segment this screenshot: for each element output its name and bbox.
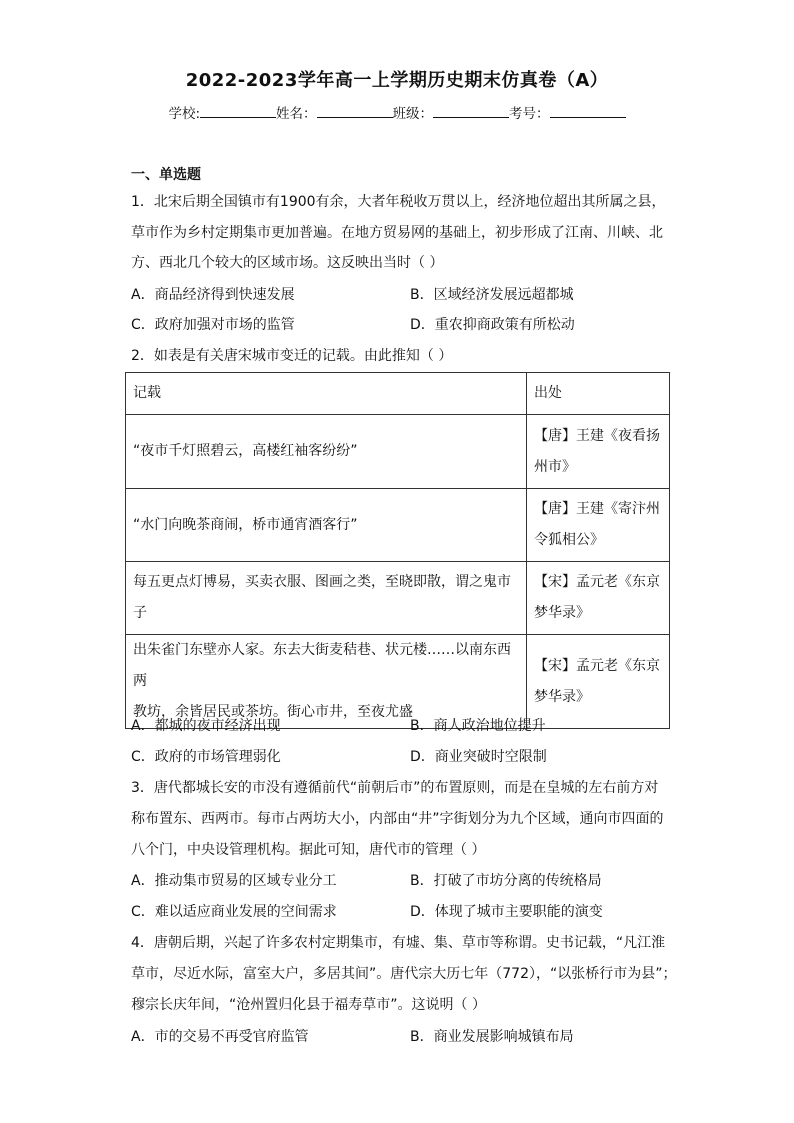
q4-option-b[interactable]: B．商业发展影响城镇布局 bbox=[410, 1029, 574, 1045]
class-blank[interactable] bbox=[433, 103, 509, 118]
table-header-row bbox=[126, 373, 670, 415]
q1-line-2: 草市作为乡村定期集市更加普遍。在地方贸易网的基础上，初步形成了江南、川峡、北 bbox=[131, 225, 663, 241]
class-label: 班级： bbox=[392, 106, 434, 122]
q1-option-a[interactable]: A．商品经济得到快速发展 bbox=[131, 287, 295, 303]
record-text: “夜市千灯照碧云，高楼红袖客纷纷” bbox=[133, 443, 358, 459]
q3-line-1: 3．唐代都城长安的市没有遵循前代“前朝后市”的布置原则，而是在皇城的左右前方对 bbox=[131, 780, 659, 796]
source-text: 州市》 bbox=[534, 458, 576, 475]
record-text: 每五更点灯博易，买卖衣服、图画之类，至晓即散，谓之鬼市子 bbox=[133, 574, 511, 621]
source-cell bbox=[527, 635, 670, 729]
student-info-line bbox=[0, 102, 794, 122]
q4-option-a[interactable]: A．市的交易不再受官府监管 bbox=[131, 1029, 309, 1045]
exam-title: 2022-2023学年高一上学期历史期末仿真卷（A） bbox=[185, 70, 609, 91]
table-row bbox=[126, 415, 670, 489]
header-record: 记载 bbox=[126, 373, 527, 415]
q1-option-c[interactable]: C．政府加强对市场的监管 bbox=[131, 317, 295, 333]
record-text: 出朱雀门东壁亦人家。东去大街麦秸巷、状元楼……以南东西两 bbox=[133, 642, 511, 689]
number-blank[interactable] bbox=[550, 103, 626, 118]
table-row bbox=[126, 635, 670, 729]
q3-option-d[interactable]: D．体现了城市主要职能的演变 bbox=[410, 904, 603, 920]
q3-line-2: 称布置东、西两市。每市占两坊大小，内部由“井”字街划分为九个区域，通向市四面的 bbox=[131, 811, 664, 827]
source-text: 梦华录》 bbox=[534, 688, 590, 705]
section-title: 一、单选题 bbox=[131, 167, 201, 183]
q3-line-3: 八个门，中央设管理机构。据此可知，唐代市的管理（ ） bbox=[131, 842, 486, 858]
source-text: 梦华录》 bbox=[534, 605, 590, 621]
school-label: 学校: bbox=[168, 106, 201, 122]
q1-option-d[interactable]: D．重农抑商政策有所松动 bbox=[410, 317, 575, 333]
q1-option-b[interactable]: B．区域经济发展远超都城 bbox=[410, 287, 574, 303]
record-cell bbox=[126, 489, 527, 562]
source-cell bbox=[527, 489, 670, 562]
name-label: 姓名： bbox=[276, 106, 317, 122]
record-cell bbox=[126, 562, 527, 635]
q1-line-1: 1．北宋后期全国镇市有1900有余，大者年税收万贯以上，经济地位超出其所属之县， bbox=[131, 194, 666, 210]
school-blank[interactable] bbox=[200, 103, 276, 118]
record-text: “水门向晚茶商闹，桥市通宵酒客行” bbox=[133, 516, 358, 533]
source-text: 【唐】王建《寄汴州 bbox=[534, 501, 660, 517]
table-row bbox=[126, 489, 670, 562]
number-label: 考号： bbox=[509, 106, 550, 122]
q2-option-d[interactable]: D．商业突破时空限制 bbox=[410, 749, 547, 765]
q2-line-1: 2．如表是有关唐宋城市变迁的记载。由此推知（ ） bbox=[131, 348, 453, 364]
record-cell bbox=[126, 635, 527, 729]
header-source: 出处 bbox=[527, 373, 670, 415]
q2-option-b[interactable]: B．商人政治地位提升 bbox=[410, 718, 546, 734]
record-text: 教坊，余皆居民或茶坊。街心市井，至夜尤盛 bbox=[133, 704, 413, 720]
q3-option-c[interactable]: C．难以适应商业发展的空间需求 bbox=[131, 904, 337, 920]
source-text: 【宋】孟元老《东京 bbox=[534, 574, 660, 590]
q1-line-3: 方、西北几个较大的区域市场。这反映出当时（ ） bbox=[131, 255, 444, 271]
source-text: 【宋】孟元老《东京 bbox=[534, 657, 660, 674]
source-cell bbox=[527, 415, 670, 489]
table-row bbox=[126, 562, 670, 635]
q3-option-a[interactable]: A．推动集市贸易的区域专业分工 bbox=[131, 873, 337, 889]
record-table bbox=[125, 372, 670, 729]
record-cell bbox=[126, 415, 527, 489]
q4-line-1: 4．唐朝后期，兴起了许多农村定期集市，有墟、集、草市等称谓。史书记载，“凡江淮 bbox=[131, 935, 666, 951]
q3-option-b[interactable]: B．打破了市坊分离的传统格局 bbox=[410, 873, 602, 889]
source-cell bbox=[527, 562, 670, 635]
source-text: 【唐】王建《夜看扬 bbox=[534, 427, 660, 444]
q4-line-3: 穆宗长庆年间，“沧州置归化县于福寿草市”。这说明（ ） bbox=[131, 997, 486, 1013]
q2-option-a[interactable]: A．都城的夜市经济出现 bbox=[131, 718, 281, 734]
q2-option-c[interactable]: C．政府的市场管理弱化 bbox=[131, 749, 281, 765]
name-blank[interactable] bbox=[317, 103, 393, 118]
source-text: 令狐相公》 bbox=[534, 532, 604, 548]
q4-line-2: 草市，尽近水际，富室大户，多居其间”。唐代宗大历七年（772），“以张桥行市为县”； bbox=[131, 966, 677, 982]
